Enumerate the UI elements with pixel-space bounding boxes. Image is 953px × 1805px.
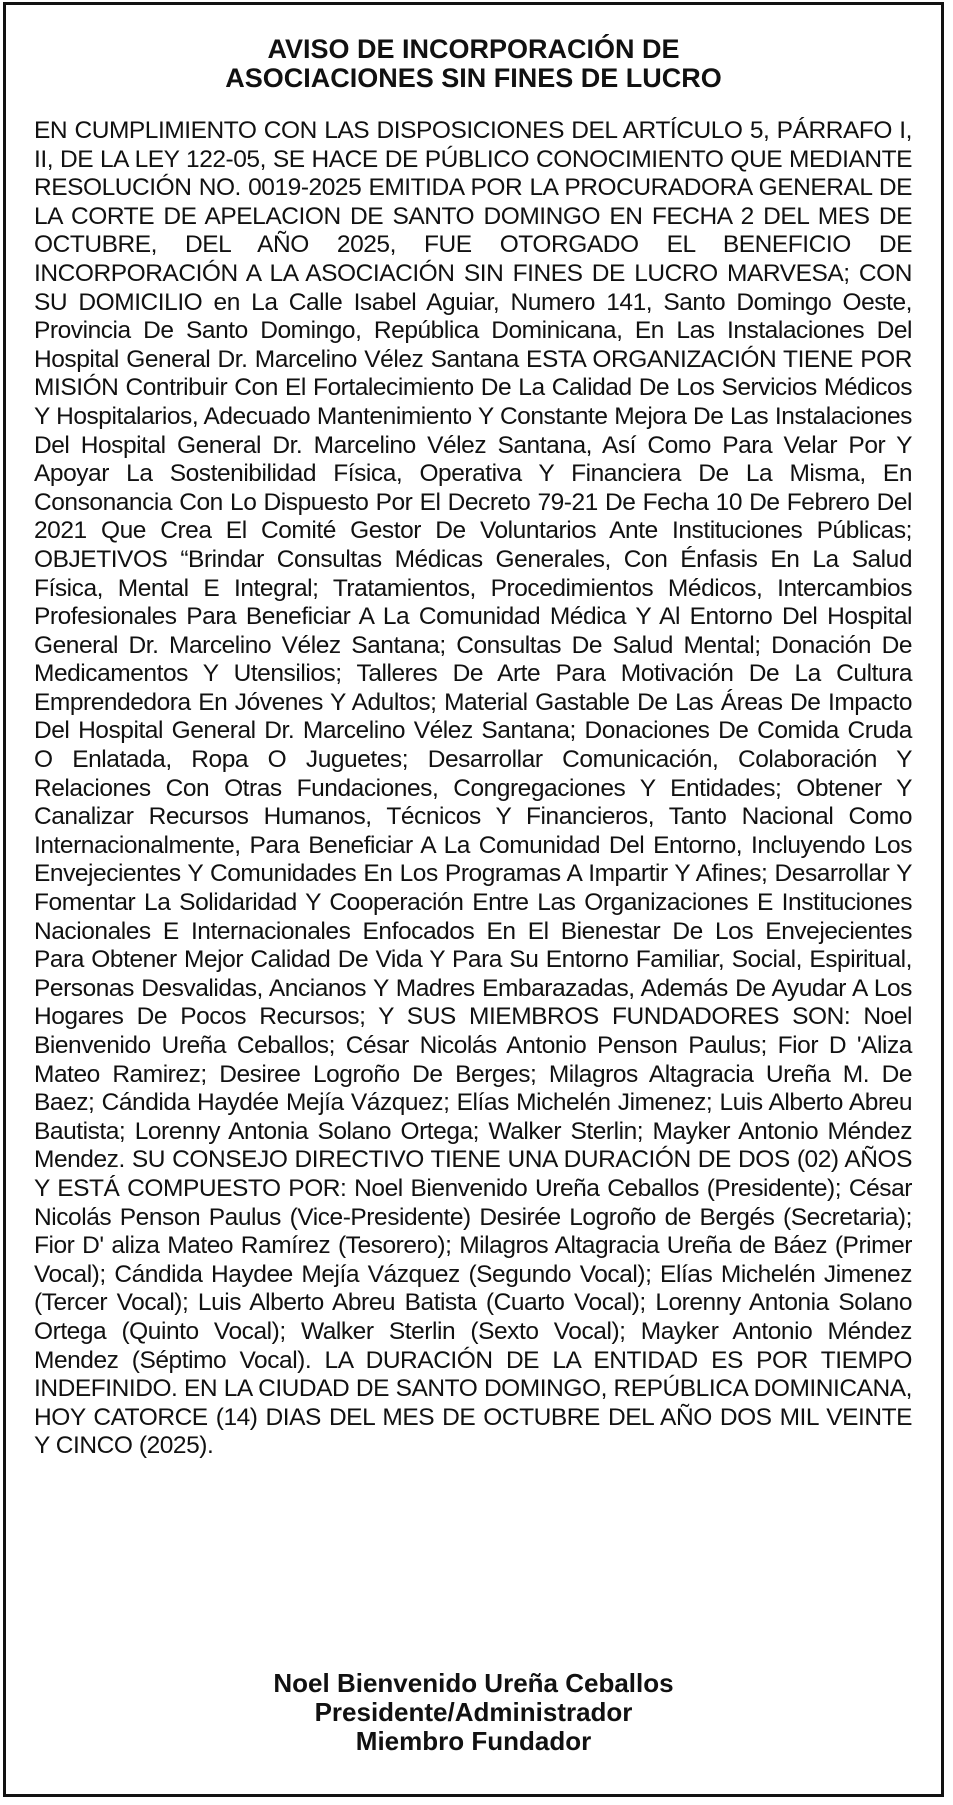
notice-frame (3, 2, 944, 1797)
notice-title (6, 35, 941, 93)
title-line-2: ASOCIACIONES SIN FINES DE LUCRO (225, 63, 722, 93)
signatory-name: Noel Bienvenido Ureña Ceballos (273, 1668, 674, 1698)
signatory-status: Miembro Fundador (355, 1726, 592, 1756)
title-line-1: AVISO DE INCORPORACIÓN DE (267, 34, 680, 64)
signatory-role: Presidente/Administrador (314, 1697, 633, 1727)
signature-block (6, 1669, 941, 1756)
notice-body: EN CUMPLIMIENTO CON LAS DISPOSICIONES DEL ARTÍCULO 5, PÁRRAFO I, II, DE LA LEY 122-05, SE HACE DE PÚBLICO CONOCIMIENTO QUE MEDIANTE RESOLUCIÓN NO. 0019-2025 EMITIDA POR LA PROCURADORA GENERAL DE LA CORTE DE APELACION DE SANTO DOMINGO EN FECHA 2 DEL MES DE OCTUBRE, DEL AÑO 2025, FUE OTORGADO EL BENEFICIO DE INCORPORACIÓN A LA ASOCIACIÓN SIN FINES DE LUCRO MARVESA; CON SU DOMICILIO en La Calle Isabel Aguiar, Numero 141, Santo Domingo Oeste, Provincia De Santo Domingo, República Dominicana, En Las Instalaciones Del Hospital General Dr. Marcelino Vélez Santana ESTA ORGANIZACIÓN TIENE POR MISIÓN Contribuir Con El Fortalecimiento De La Calidad De Los Servicios Médicos Y Hospitalarios, Adecuado Mantenimiento Y Constante Mejora De Las Instalaciones Del Hospital General Dr. Marcelino Vélez Santana, Así Como Para Velar Por Y Apoyar La Sostenibilidad Física, Operativa Y Financiera De La Misma, En Consonancia Con Lo Dispuesto Por El Decreto 79-21 De Fecha 10 De Febrero Del 2021 Que Crea El Comité Gestor De Voluntarios Ante Instituciones Públicas; OBJETIVOS “Brindar Consultas Médicas Generales, Con Énfasis En La Salud Física, Mental E Integral; Tratamientos, Procedimientos Médicos, Intercambios Profesionales Para Beneficiar A La Comunidad Médica Y Al Entorno Del Hospital General Dr. Marcelino Vélez Santana; Consultas De Salud Mental; Donación De Medicamentos Y Utensilios; Talleres De Arte Para Motivación De La Cultura Emprendedora En Jóvenes Y Adultos; Material Gastable De Las Áreas De Impacto Del Hospital General Dr. Marcelino Vélez Santana; Donaciones De Comida Cruda O Enlatada, Ropa O Juguetes; Desarrollar Comunicación, Colaboración Y Relaciones Con Otras Fundaciones, Congregaciones Y Entidades; Obtener Y Canalizar Recursos Humanos, Técnicos Y Financieros, Tanto Nacional Como Internacionalmente, Para Beneficiar A La Comunidad Del Entorno, Incluyendo Los Envejecientes Y Comunidades En Los Programas A Impartir Y Afines; Desarrollar Y Fomentar La Solidaridad Y Cooperación Entre Las Organizaciones E Instituciones Nacionales E Internacionales Enfocados En El Bienestar De Los Envejecientes Para Obtener Mejor Calidad De Vida Y Para Su Entorno Familiar, Social, Espiritual, Personas Desvalidas, Ancianos Y Madres Embarazadas, Además De Ayudar A Los Hogares De Pocos Recursos; Y SUS MIEMBROS FUNDADORES SON: Noel Bienvenido Ureña Ceballos; César Nicolás Antonio Penson Paulus; Fior D 'Aliza Mateo Ramirez; Desiree Logroño De Berges; Milagros Altagracia Ureña M. De Baez; Cándida Haydée Mejía Vázquez; Elías Michelén Jimenez; Luis Alberto Abreu Bautista; Lorenny Antonia Solano Ortega; Walker Sterlin; Mayker Antonio Méndez Mendez. SU CONSEJO DIRECTIVO TIENE UNA DURACIÓN DE DOS (02) AÑOS Y ESTÁ COMPUESTO POR: Noel Bienvenido Ureña Ceballos (Presidente); César Nicolás Penson Paulus (Vice-Presidente) Desirée Logroño de Bergés (Secretaria); Fior D' aliza Mateo Ramírez (Tesorero); Milagros Altagracia Ureña de Báez (Primer Vocal); Cándida Haydee Mejía Vázquez (Segundo Vocal); Elías Michelén Jimenez (Tercer Vocal); Luis Alberto Abreu Batista (Cuarto Vocal); Lorenny Antonia Solano Ortega (Quinto Vocal); Walker Sterlin (Sexto Vocal); Mayker Antonio Méndez Mendez (Séptimo Vocal). LA DURACIÓN DE LA ENTIDAD ES POR TIEMPO INDEFINIDO. EN LA CIUDAD DE SANTO DOMINGO, REPÚBLICA DOMINICANA, HOY CATORCE (14) DIAS DEL MES DE OCTUBRE DEL AÑO DOS MIL VEINTE Y CINCO (2025). (34, 117, 912, 1460)
